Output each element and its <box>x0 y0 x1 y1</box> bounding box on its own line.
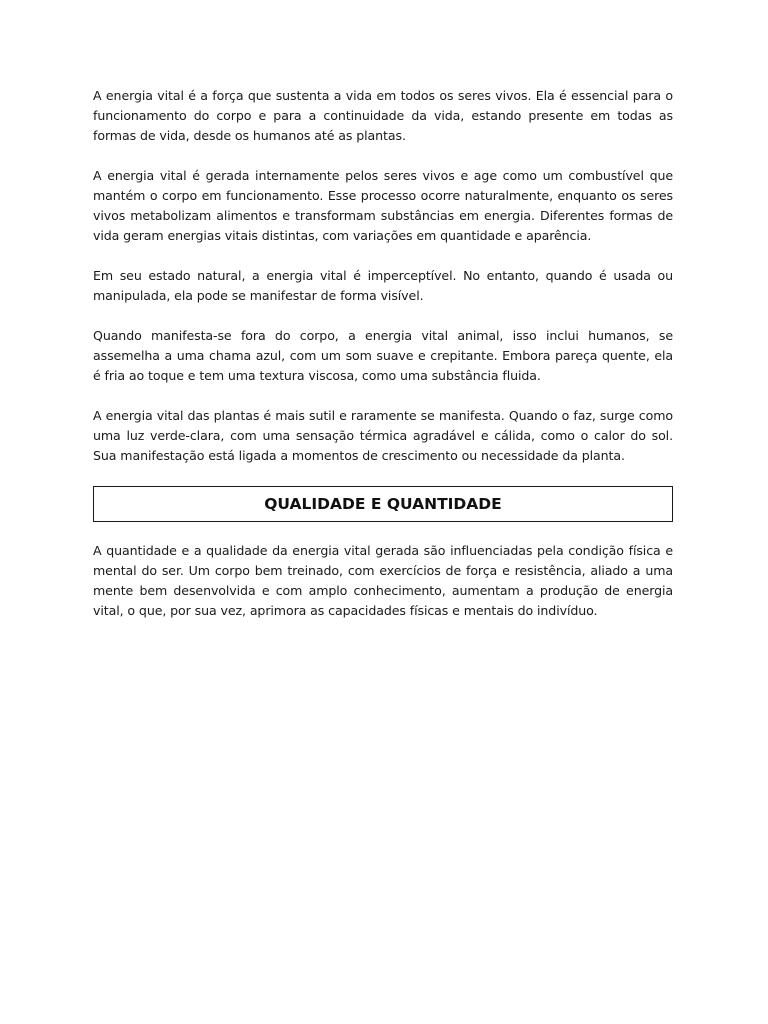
section-title: QUALIDADE E QUANTIDADE <box>264 495 502 513</box>
paragraph-intro-5: A energia vital das plantas é mais sutil e raramente se manifesta. Quando o faz, surge como uma luz verde-clara, com uma sensação térmica agradável e cálida, como o calor do sol. Sua manifestação está ligada a momentos de crescimento ou necessidade da planta. <box>93 408 673 463</box>
paragraph-intro-2: A energia vital é gerada internamente pelos seres vivos e age como um combustível que mantém o corpo em funcionamento. Esse processo ocorre naturalmente, enquanto os seres vivos metabolizam alimentos e transformam substâncias em energia. Diferentes formas de vida geram energias vitais distintas, com variações em quantidade e aparência. <box>93 168 673 243</box>
paragraph-intro-3: Em seu estado natural, a energia vital é imperceptível. No entanto, quando é usada ou manipulada, ela pode se manifestar de forma visível. <box>93 268 673 303</box>
document-page <box>93 86 673 641</box>
paragraph-intro-4: Quando manifesta-se fora do corpo, a energia vital animal, isso inclui humanos, se assemelha a uma chama azul, com um som suave e crepitante. Embora pareça quente, ela é fria ao toque e tem uma textura viscosa, como uma substância fluida. <box>93 328 673 383</box>
paragraph-intro-1: A energia vital é a força que sustenta a vida em todos os seres vivos. Ela é essencial para o funcionamento do corpo e para a continuidade da vida, estando presente em todas as formas de vida, desde os humanos até as plantas. <box>93 88 673 143</box>
section-heading-box <box>93 486 673 522</box>
paragraph-section-1: A quantidade e a qualidade da energia vital gerada são influenciadas pela condição física e mental do ser. Um corpo bem treinado, com exercícios de força e resistência, aliado a uma mente bem desenvolvida e com amplo conhecimento, aumentam a produção de energia vital, o que, por sua vez, aprimora as capacidades físicas e mentais do indivíduo. <box>93 543 673 618</box>
